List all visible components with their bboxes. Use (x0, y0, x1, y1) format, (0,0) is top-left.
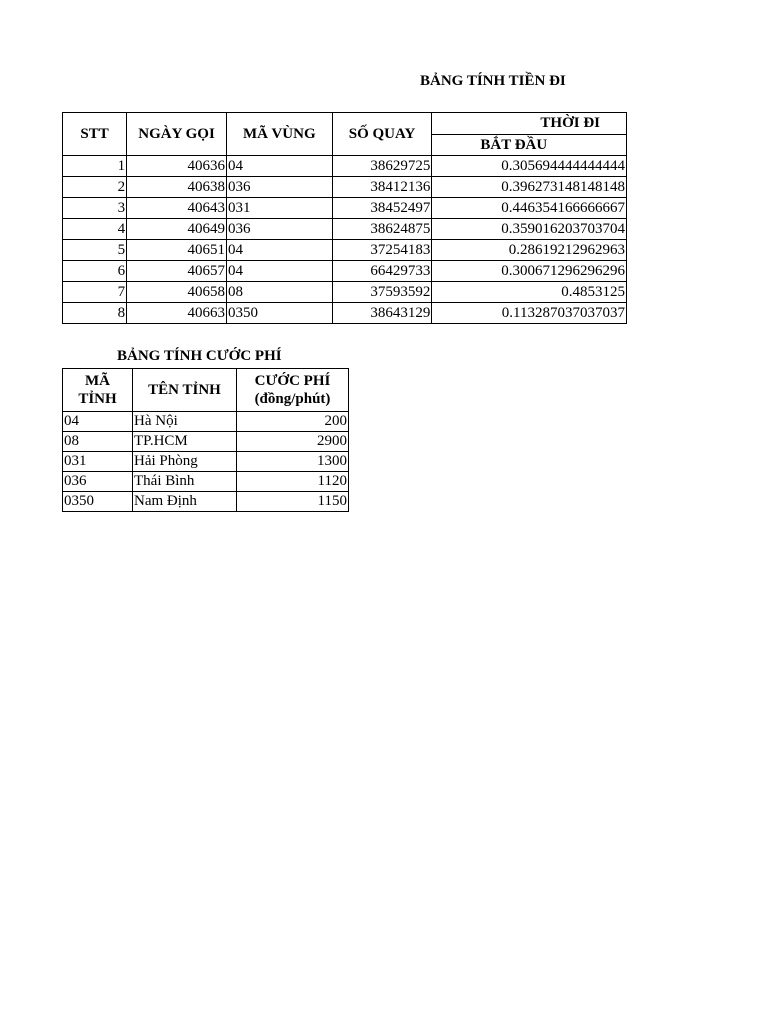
table-row (63, 472, 349, 492)
cell-stt[interactable]: 2 (63, 177, 127, 198)
cell-so-quay[interactable]: 38412136 (332, 177, 432, 198)
cell-so-quay[interactable]: 38629725 (332, 156, 432, 177)
header-ngay-goi[interactable]: NGÀY GỌI (127, 113, 227, 156)
cell-ngay-goi[interactable]: 40651 (127, 240, 227, 261)
cell-ma-vung[interactable]: 08 (226, 282, 332, 303)
table-row (63, 412, 349, 432)
cell-ma-tinh[interactable]: 036 (63, 472, 133, 492)
header-cuoc-phi[interactable] (237, 369, 349, 412)
cell-so-quay[interactable]: 38643129 (332, 303, 432, 324)
cell-cuoc-phi[interactable]: 1120 (237, 472, 349, 492)
cell-ma-vung[interactable]: 031 (226, 198, 332, 219)
cell-ngay-goi[interactable]: 40636 (127, 156, 227, 177)
cell-bat-dau[interactable]: 0.113287037037037 (432, 303, 627, 324)
cell-stt[interactable]: 3 (63, 198, 127, 219)
cell-bat-dau[interactable]: 0.300671296296296 (432, 261, 627, 282)
cell-ma-vung[interactable]: 0350 (226, 303, 332, 324)
cell-ma-tinh[interactable]: 031 (63, 452, 133, 472)
cell-ngay-goi[interactable]: 40663 (127, 303, 227, 324)
cell-stt[interactable]: 4 (63, 219, 127, 240)
header-ma-tinh-line2: TỈNH (78, 391, 117, 407)
table-row (63, 452, 349, 472)
cell-bat-dau[interactable]: 0.396273148148148 (432, 177, 627, 198)
table-row (63, 156, 627, 177)
table-row (63, 240, 627, 261)
header-ma-vung[interactable]: MÃ VÙNG (226, 113, 332, 156)
header-cuoc-phi-line2: (đồng/phút) (254, 391, 331, 407)
main-title: BẢNG TÍNH TIỀN ĐI (420, 73, 566, 89)
cell-ma-vung[interactable]: 04 (226, 240, 332, 261)
rate-table (62, 368, 349, 512)
cell-bat-dau[interactable]: 0.28619212962963 (432, 240, 627, 261)
cell-ma-vung[interactable]: 04 (226, 156, 332, 177)
header-ma-tinh-line1: MÃ (85, 373, 110, 389)
cell-ma-tinh[interactable]: 0350 (63, 492, 133, 512)
cell-stt[interactable]: 7 (63, 282, 127, 303)
table-row (63, 492, 349, 512)
rate-rows (63, 412, 349, 512)
cell-so-quay[interactable]: 38624875 (332, 219, 432, 240)
cell-ma-tinh[interactable]: 04 (63, 412, 133, 432)
table-row (63, 261, 627, 282)
cell-stt[interactable]: 1 (63, 156, 127, 177)
cell-cuoc-phi[interactable]: 1300 (237, 452, 349, 472)
cell-bat-dau[interactable]: 0.359016203703704 (432, 219, 627, 240)
header-cuoc-phi-line1: CƯỚC PHÍ (254, 373, 331, 389)
cell-cuoc-phi[interactable]: 1150 (237, 492, 349, 512)
call-charge-rows (63, 156, 627, 324)
cell-bat-dau[interactable]: 0.305694444444444 (432, 156, 627, 177)
cell-so-quay[interactable]: 38452497 (332, 198, 432, 219)
cell-ten-tinh[interactable]: Hà Nội (133, 412, 237, 432)
header-stt[interactable]: STT (63, 113, 127, 156)
cell-ten-tinh[interactable]: Hải Phòng (133, 452, 237, 472)
header-bat-dau[interactable]: BẮT ĐẦU (432, 134, 627, 156)
cell-ten-tinh[interactable]: Nam Định (133, 492, 237, 512)
header-so-quay[interactable]: SỐ QUAY (332, 113, 432, 156)
cell-bat-dau[interactable]: 0.4853125 (432, 282, 627, 303)
header-ma-tinh[interactable] (63, 369, 133, 412)
cell-ma-vung[interactable]: 04 (226, 261, 332, 282)
cell-cuoc-phi[interactable]: 200 (237, 412, 349, 432)
cell-stt[interactable]: 8 (63, 303, 127, 324)
cell-so-quay[interactable]: 37254183 (332, 240, 432, 261)
cell-ngay-goi[interactable]: 40658 (127, 282, 227, 303)
cell-cuoc-phi[interactable]: 2900 (237, 432, 349, 452)
sheet-viewport (0, 0, 627, 400)
call-charge-table (62, 112, 627, 324)
cell-ten-tinh[interactable]: TP.HCM (133, 432, 237, 452)
cell-ngay-goi[interactable]: 40649 (127, 219, 227, 240)
header-ten-tinh[interactable]: TÊN TỈNH (133, 369, 237, 412)
cell-ma-vung[interactable]: 036 (226, 177, 332, 198)
cell-ma-vung[interactable]: 036 (226, 219, 332, 240)
cell-ten-tinh[interactable]: Thái Bình (133, 472, 237, 492)
cell-so-quay[interactable]: 66429733 (332, 261, 432, 282)
cell-bat-dau[interactable]: 0.446354166666667 (432, 198, 627, 219)
table-row (63, 282, 627, 303)
cell-ma-tinh[interactable]: 08 (63, 432, 133, 452)
table-row (63, 219, 627, 240)
cell-stt[interactable]: 6 (63, 261, 127, 282)
cell-so-quay[interactable]: 37593592 (332, 282, 432, 303)
cell-ngay-goi[interactable]: 40638 (127, 177, 227, 198)
cell-ngay-goi[interactable]: 40643 (127, 198, 227, 219)
table-row (63, 177, 627, 198)
cell-stt[interactable]: 5 (63, 240, 127, 261)
rate-title: BẢNG TÍNH CƯỚC PHÍ (117, 348, 282, 364)
table-row (63, 198, 627, 219)
table-row (63, 303, 627, 324)
header-thoi-diem[interactable]: THỜI ĐI (432, 113, 627, 135)
table-row (63, 432, 349, 452)
cell-ngay-goi[interactable]: 40657 (127, 261, 227, 282)
